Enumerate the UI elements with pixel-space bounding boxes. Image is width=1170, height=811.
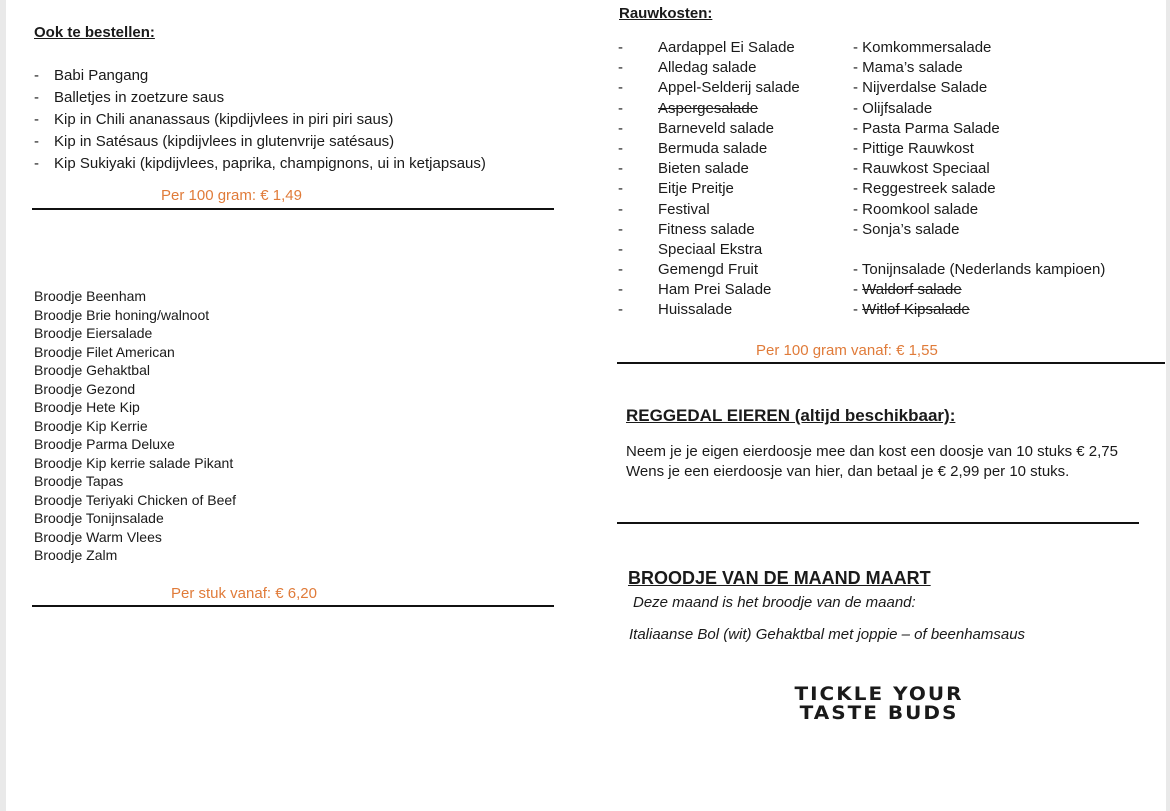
- ook-heading: Ook te bestellen:: [34, 24, 155, 41]
- eieren-heading: REGGEDAL EIEREN (altijd beschikbaar):: [626, 406, 956, 425]
- rauwkost-heading: Rauwkosten:: [619, 5, 713, 22]
- maand-heading: BROODJE VAN DE MAAND MAART: [628, 568, 931, 588]
- tickle-slogan: [744, 684, 1014, 722]
- list-item: Broodje Tonijnsalade: [34, 510, 164, 526]
- list-item: - Bermuda salade - Pittige Rauwkost: [618, 139, 974, 157]
- divider: [617, 522, 1139, 524]
- broodjes-price: Per stuk vanaf: € 6,20: [171, 585, 317, 602]
- rauwkost-price: Per 100 gram vanaf: € 1,55: [756, 342, 938, 359]
- list-item: - Eitje Preitje - Reggestreek salade: [618, 180, 996, 198]
- ook-price: Per 100 gram: € 1,49: [161, 187, 302, 204]
- list-item: - Aardappel Ei Salade - Komkommersalade: [618, 39, 992, 56]
- tickle-line-2: TASTE BUDS: [799, 701, 959, 724]
- list-item: - Festival - Roomkool salade: [618, 200, 979, 218]
- list-item: Broodje Kip kerrie salade Pikant: [34, 454, 234, 471]
- list-item: - Aspergesalade - Olijfsalade: [618, 99, 933, 117]
- list-item: - Bieten salade - Rauwkost Speciaal: [618, 160, 990, 178]
- list-item: - Speciaal Ekstra: [618, 240, 763, 258]
- divider: [32, 208, 554, 210]
- list-item: Broodje Parma Deluxe: [34, 436, 175, 452]
- list-item: - Alledag salade - Mama’s salade: [618, 59, 963, 77]
- eieren-line-1: Neem je je eigen eierdoosje mee dan kost een doosje van 10 stuks € 2,75: [626, 443, 1118, 460]
- tickle-line-1: TICKLE YOUR: [794, 682, 964, 705]
- list-item: Broodje Beenham: [34, 288, 147, 304]
- list-item: Broodje Tapas: [34, 473, 124, 489]
- list-item: Broodje Hete Kip: [34, 399, 140, 415]
- list-item: Broodje Warm Vlees: [34, 528, 162, 545]
- broodjes-list: [34, 287, 236, 565]
- divider: [32, 605, 554, 607]
- list-item: Broodje Kip Kerrie: [34, 417, 148, 434]
- list-item: Broodje Zalm: [34, 547, 118, 563]
- rauwkost-list: [618, 38, 1158, 321]
- list-item: - Gemengd Fruit - Tonijnsalade (Nederlands kampioen): [618, 261, 1106, 279]
- list-item: Broodje Brie honing/walnoot: [34, 306, 210, 323]
- maand-sub: Deze maand is het broodje van de maand:: [633, 594, 916, 611]
- menu-page: Ook te bestellen: - Babi Pangang - Balletjes in zoetzure saus - Kip in Chili ananassaus (kipdijvlees in piri piri saus) - Kip in Satésaus (kipdijvlees in glutenvrije satésaus) - Kip Sukiyaki (kipdijvlees, paprika, champignons, ui in ketjapsaus) Per 100 gram: € 1,49 Broodje Beenham Broodje Brie honing/walnoot Broodje Eiersalade Broodje Filet American Broodje Gehaktbal Broodje Gezond Broodje Hete Kip Broodje Kip Kerrie Broodje Parma Deluxe Broodje Kip kerrie salade Pikant Broodje Tapas Broodje Teriyaki Chicken of Beef Broodje Tonijnsalade Broodje Warm Vlees Broodje Zalm Per stuk vanaf: € 6,20 Rauwkosten: - Aardappel Ei Salade - Komkommersalade - Alledag salade - Mama’s salade - Appel-Selderij salade - Nijverdalse Salade - Aspergesalade - Olijfsalade - Barneveld salade - Pasta Parma Salade - Bermuda salade - Pittige Rauwkost - Bieten salade - Rauwkost Speciaal - Eitje Preitje - Reggestreek salade - Festival - Roomkool salade - Fitness salade - Sonja’s salade - Speciaal Ekstra - Gemengd Fruit - Tonijnsalade (Nederlands kampioen) - Ham Prei Salade - Waldorf salade - Huissalade - Witlof Kipsalade Per 100 gram vanaf: € 1,55 REGGEDAL EIEREN (altijd beschikbaar): Neem je je eigen eierdoosje mee dan kost een doosje van 10 stuks € 2,75 Wens je een eierdoosje van hier, dan betaal je € 2,99 per 10 stuks. BROODJE VAN DE MAAND MAART Deze maand is het broodje van de maand: Italiaanse Bol (wit) Gehaktbal met joppie – of beenhamsaus TICKLE YOUR TASTE BUDS: [6, 0, 1166, 811]
- list-item: Broodje Teriyaki Chicken of Beef: [34, 491, 237, 508]
- list-item: Broodje Filet American: [34, 343, 175, 360]
- list-item: Broodje Eiersalade: [34, 325, 153, 341]
- divider: [617, 362, 1165, 364]
- list-item: - Appel-Selderij salade - Nijverdalse Salade: [618, 79, 988, 97]
- maand-item: Italiaanse Bol (wit) Gehaktbal met joppie – of beenhamsaus: [629, 626, 1026, 643]
- list-item: Broodje Gezond: [34, 380, 136, 397]
- eieren-line-2: Wens je een eierdoosje van hier, dan betaal je € 2,99 per 10 stuks.: [626, 463, 1070, 480]
- list-item: - Ham Prei Salade - Waldorf salade: [618, 281, 962, 299]
- list-item: - Fitness salade - Sonja’s salade: [618, 220, 960, 238]
- list-item: - Barneveld salade - Pasta Parma Salade: [618, 119, 1000, 137]
- list-item: Broodje Gehaktbal: [34, 362, 150, 378]
- list-item: - Huissalade - Witlof Kipsalade: [618, 301, 970, 319]
